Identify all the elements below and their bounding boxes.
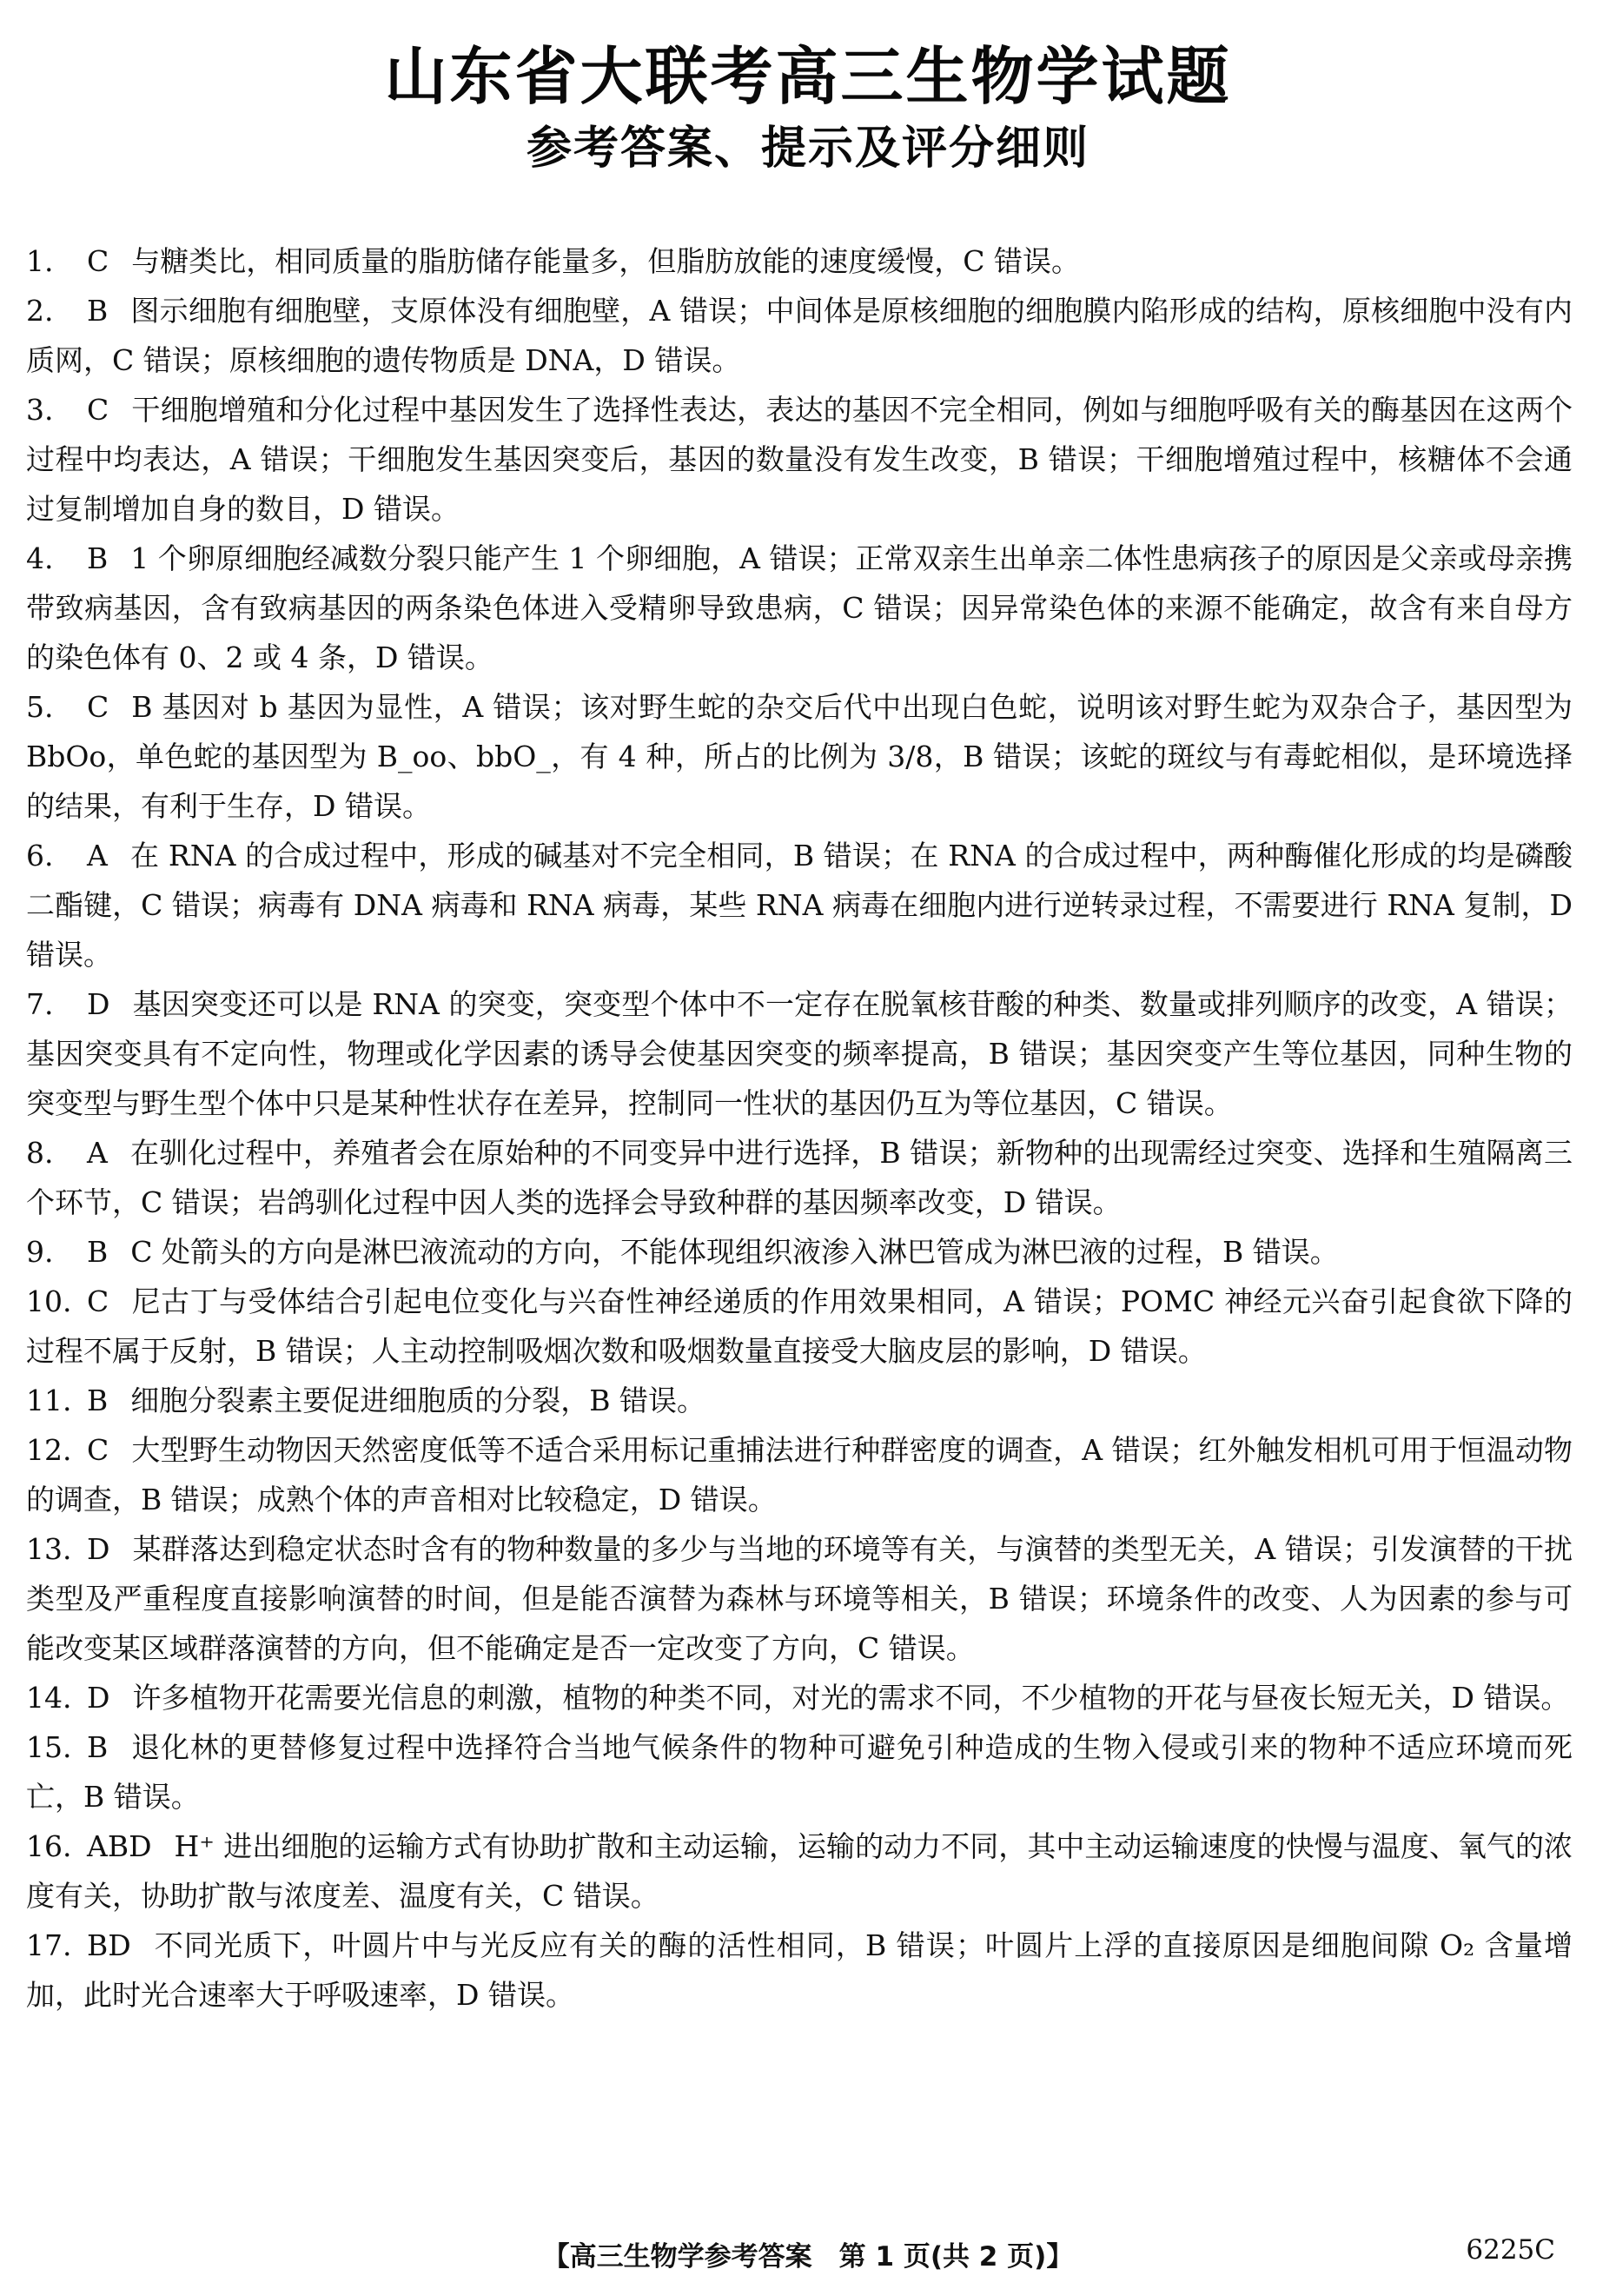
answer-item — [26, 979, 1573, 1128]
answer-key: C — [87, 1433, 109, 1467]
answer-item — [26, 286, 1573, 385]
answer-key: D — [87, 1681, 110, 1715]
answer-explanation: 尼古丁与受体结合引起电位变化与兴奋性神经递质的作用效果相同，A 错误；POMC 神经元兴奋引起食欲下降的过程不属于反射，B 错误；人主动控制吸烟次数和吸烟数量直接受大脑皮层的影响，D 错误。 — [26, 1284, 1573, 1368]
answer-key: B — [87, 294, 109, 328]
answer-item — [26, 1128, 1573, 1227]
answer-explanation: 许多植物开花需要光信息的刺激，植物的种类不同，对光的需求不同，不少植物的开花与昼夜长短无关，D 错误。 — [132, 1681, 1570, 1715]
answer-list — [26, 236, 1573, 2020]
answer-key: A — [87, 1136, 108, 1170]
answer-item — [26, 1673, 1573, 1722]
answer-item — [26, 1227, 1573, 1277]
answer-key: B — [87, 1235, 109, 1269]
answer-item — [26, 1722, 1573, 1822]
answer-explanation: 退化林的更替修复过程中选择符合当地气候条件的物种可避免引种造成的生物入侵或引来的物种不适应环境而死亡，B 错误。 — [26, 1730, 1573, 1814]
item-number: 17. — [26, 1928, 72, 1962]
answer-explanation: 在 RNA 的合成过程中，形成的碱基对不完全相同，B 错误；在 RNA 的合成过程中，两种酶催化形成的均是磷酸二酯键，C 错误；病毒有 DNA 病毒和 RNA 病毒，某些 RNA 病毒在细胞内进行逆转录过程，不需要进行 RNA 复制，D 错误。 — [26, 839, 1573, 972]
item-number: 10. — [26, 1284, 72, 1318]
answer-explanation: 基因突变还可以是 RNA 的突变，突变型个体中不一定存在脱氧核苷酸的种类、数量或排列顺序的改变，A 错误；基因突变具有不定向性，物理或化学因素的诱导会使基因突变的频率提高，B 错误；基因突变产生等位基因，同种生物的突变型与野生型个体中只是某种性状存在差异，控制同一性状的基因仍互为等位基因，C 错误。 — [26, 987, 1573, 1120]
item-number: 7. — [26, 987, 54, 1021]
answer-key: C — [87, 244, 109, 278]
answer-key: B — [87, 1730, 109, 1764]
answer-explanation: 某群落达到稳定状态时含有的物种数量的多少与当地的环境等有关，与演替的类型无关，A 错误；引发演替的干扰类型及严重程度直接影响演替的时间，但是能否演替为森林与环境等相关，B 错误；环境条件的改变、人为因素的参与可能改变某区域群落演替的方向，但不能确定是否一定改变了方向，C 错误。 — [26, 1532, 1573, 1665]
item-number: 14. — [26, 1681, 72, 1715]
item-number: 9. — [26, 1235, 54, 1269]
answer-explanation: C 处箭头的方向是淋巴液流动的方向，不能体现组织液渗入淋巴管成为淋巴液的过程，B 错误。 — [130, 1235, 1339, 1269]
answer-key: C — [87, 393, 109, 427]
item-number: 13. — [26, 1532, 72, 1566]
item-number: 11. — [26, 1384, 72, 1417]
answer-explanation: 图示细胞有细胞壁，支原体没有细胞壁，A 错误；中间体是原核细胞的细胞膜内陷形成的结构，原核细胞中没有内质网，C 错误；原核细胞的遗传物质是 DNA，D 错误。 — [26, 294, 1573, 377]
page-footer — [0, 2229, 1616, 2273]
answer-item — [26, 1524, 1573, 1673]
item-number: 12. — [26, 1433, 72, 1467]
answer-explanation: 细胞分裂素主要促进细胞质的分裂，B 错误。 — [130, 1384, 706, 1417]
page-title: 山东省大联考高三生物学试题 — [384, 40, 1232, 113]
answer-key: A — [87, 839, 108, 873]
answer-key: C — [87, 690, 109, 724]
page-subtitle: 参考答案、提示及评分细则 — [526, 123, 1089, 175]
answer-key: C — [87, 1284, 109, 1318]
paper-code: 6225C — [1466, 2234, 1555, 2266]
answer-item — [26, 1376, 1573, 1425]
item-number: 15. — [26, 1730, 72, 1764]
answer-item — [26, 534, 1573, 682]
item-number: 6. — [26, 839, 54, 873]
answer-key: B — [87, 541, 109, 575]
answer-key: B — [87, 1384, 109, 1417]
answer-explanation: 干细胞增殖和分化过程中基因发生了选择性表达，表达的基因不完全相同，例如与细胞呼吸有关的酶基因在这两个过程中均表达，A 错误；干细胞发生基因突变后，基因的数量没有发生改变，B 错误；干细胞增殖过程中，核糖体不会通过复制增加自身的数目，D 错误。 — [26, 393, 1573, 526]
answer-item — [26, 1425, 1573, 1524]
answer-item — [26, 682, 1573, 831]
item-number: 5. — [26, 690, 54, 724]
answer-item — [26, 1921, 1573, 2020]
answer-key: ABD — [87, 1829, 152, 1863]
item-number: 4. — [26, 541, 54, 575]
answer-explanation: 与糖类比，相同质量的脂肪储存能量多，但脂肪放能的速度缓慢，C 错误。 — [131, 244, 1080, 278]
answer-key: BD — [87, 1928, 131, 1962]
answer-explanation: 不同光质下，叶圆片中与光反应有关的酶的活性相同，B 错误；叶圆片上浮的直接原因是细胞间隙 O₂ 含量增加，此时光合速率大于呼吸速率，D 错误。 — [26, 1928, 1573, 2012]
item-number: 1. — [26, 244, 54, 278]
answer-item — [26, 1277, 1573, 1376]
answer-item — [26, 385, 1573, 534]
answer-explanation: 大型野生动物因天然密度低等不适合采用标记重捕法进行种群密度的调查，A 错误；红外触发相机可用于恒温动物的调查，B 错误；成熟个体的声音相对比较稳定，D 错误。 — [26, 1433, 1573, 1516]
answer-item — [26, 831, 1573, 979]
answer-explanation: H⁺ 进出细胞的运输方式有协助扩散和主动运输，运输的动力不同，其中主动运输速度的快慢与温度、氧气的浓度有关，协助扩散与浓度差、温度有关，C 错误。 — [26, 1829, 1573, 1913]
answer-explanation: 在驯化过程中，养殖者会在原始种的不同变异中进行选择，B 错误；新物种的出现需经过突变、选择和生殖隔离三个环节，C 错误；岩鸽驯化过程中因人类的选择会导致种群的基因频率改变，D 错误。 — [26, 1136, 1573, 1219]
item-number: 16. — [26, 1829, 72, 1863]
answer-key: D — [87, 987, 110, 1021]
item-number: 3. — [26, 393, 54, 427]
item-number: 2. — [26, 294, 54, 328]
answer-explanation: B 基因对 b 基因为显性，A 错误；该对野生蛇的杂交后代中出现白色蛇，说明该对野生蛇为双杂合子，基因型为 BbOo，单色蛇的基因型为 B_oo、bbO_，有 4 种，所占的比例为 3/8，B 错误；该蛇的斑纹与有毒蛇相似，是环境选择的结果，有利于生存，D 错误。 — [26, 690, 1573, 823]
answer-explanation: 1 个卵原细胞经减数分裂只能产生 1 个卵细胞，A 错误；正常双亲生出单亲二体性患病孩子的原因是父亲或母亲携带致病基因，含有致病基因的两条染色体进入受精卵导致患病，C 错误；因异常染色体的来源不能确定，故含有来自母方的染色体有 0、2 或 4 条，D 错误。 — [26, 541, 1573, 674]
item-number: 8. — [26, 1136, 54, 1170]
footer-label: 【高三生物学参考答案 第 1 页(共 2 页)】 — [542, 2241, 1074, 2273]
answer-item — [26, 1822, 1573, 1921]
answer-item — [26, 236, 1573, 286]
answer-key: D — [87, 1532, 110, 1566]
